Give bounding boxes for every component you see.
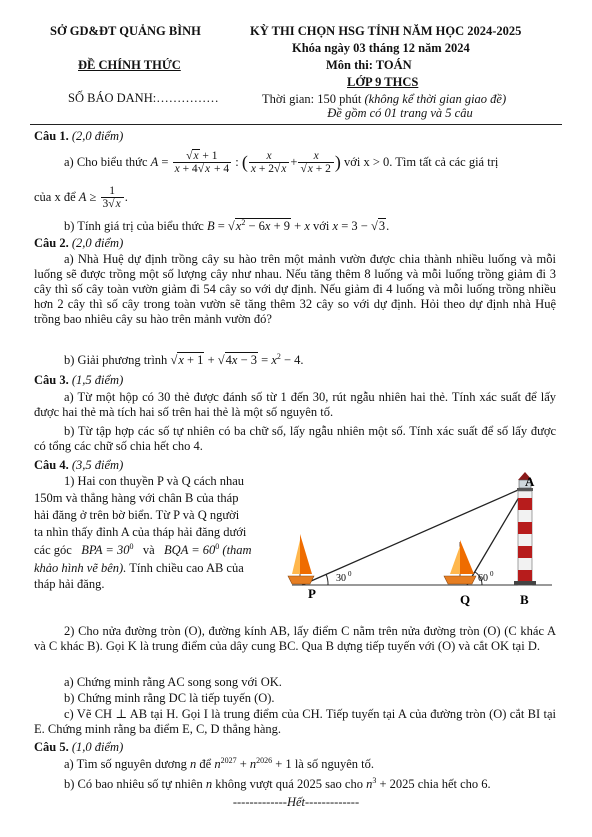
q2-heading bbox=[34, 236, 123, 251]
q1a-condition: với x > 0. Tìm tất cả các giá trị bbox=[343, 154, 499, 169]
q1-title: Câu 1. bbox=[34, 129, 69, 143]
q4p1-deg2: 0 bbox=[215, 541, 220, 551]
q5a-var-n: n bbox=[190, 757, 197, 771]
q4p2-c: c) Vẽ CH ⊥ AB tại H. Gọi I là trung điểm của CH. Tiếp tuyến tại A của đường tròn (O) cắt BI tại E. Chứng minh rằng ba điểm E, C, D thẳng hàng. bbox=[34, 707, 556, 736]
q4p2-b: b) Chứng minh rằng DC là tiếp tuyến (O). bbox=[64, 691, 275, 705]
q4p1-l6b: Tính chiều cao AB của bbox=[129, 561, 244, 575]
label-b: B bbox=[520, 592, 529, 607]
q2b-text: b) Giải phương trình bbox=[64, 353, 168, 367]
official-label: ĐỀ CHÍNH THỨC bbox=[78, 58, 181, 72]
label-p: P bbox=[308, 586, 316, 601]
boat-q-icon bbox=[444, 540, 476, 584]
q4p1-angle-bpa: BPA = 30 bbox=[81, 543, 130, 557]
exam-date: Khóa ngày 03 tháng 12 năm 2024 bbox=[292, 41, 470, 55]
q1b-line: b) Tính giá trị của biểu thức $B = √x^2 - 6x + 9 + x$ với x = 3 − √3. bbox=[64, 217, 390, 233]
q4-points: (3,5 điểm) bbox=[71, 458, 124, 472]
label-deg-30: 0 bbox=[348, 570, 352, 578]
q4p1-l5c: và bbox=[142, 543, 155, 557]
grade: LỚP 9 THCS bbox=[347, 75, 419, 89]
pages-note: Đề gồm có 01 trang và 5 câu bbox=[327, 106, 473, 120]
department-name: SỞ GD&ĐT QUẢNG BÌNH bbox=[50, 24, 201, 38]
q5b-end: chia hết cho 6. bbox=[417, 777, 491, 791]
q4p2-text: 2) Cho nửa đường tròn (O), đường kính AB, lấy điểm C nằm trên nửa đường tròn (O) (C khác A và C khác B). Gọi K là trung điểm của dây cung BC. Qua B dựng tiếp tuyến với (O) và cắt OK tại D. bbox=[34, 624, 556, 653]
lighthouse-figure bbox=[282, 470, 560, 610]
header-divider bbox=[30, 124, 562, 125]
q3-points: (1,5 điểm) bbox=[71, 373, 124, 387]
q5b-plus2025: + 2025 bbox=[379, 777, 415, 791]
q5b-mid: không vượt quá 2025 sao cho bbox=[215, 777, 363, 791]
q4p1-l5a: các góc bbox=[34, 543, 72, 557]
q3b-text: b) Từ tập hợp các số tự nhiên có ba chữ số, lấy ngẫu nhiên một số. Tính xác suất để số lấy được có tổng các chữ số chia hết cho 4. bbox=[34, 424, 556, 453]
q5a-mid: để bbox=[199, 757, 212, 771]
q4p1-line6 bbox=[34, 561, 244, 576]
q4p1-deg1: 0 bbox=[129, 541, 134, 551]
q1a-line2: của x để A ≥ $\frac{1}{3√x}$ . bbox=[34, 184, 128, 210]
boat-p-icon bbox=[288, 534, 314, 584]
q4p1-l5e: (tham bbox=[222, 543, 252, 557]
q1a-line: a) Cho biểu thức A = $\frac{√x + 1}{x + 4√x + 4}$ : ( $\frac{x}{x + 2√x}$ + $\frac{x}{√x + 2}$ ) với x > 0. Tìm tất cả các giá trị bbox=[64, 149, 499, 175]
q5b-prefix: b) Có bao nhiêu số tự nhiên bbox=[64, 777, 203, 791]
q5a-end: là số nguyên tố. bbox=[294, 757, 374, 771]
q1a-line2-prefix: của x để bbox=[34, 189, 76, 204]
line-qa bbox=[467, 487, 525, 585]
time-label: Thời gian: 150 phút bbox=[262, 92, 362, 106]
label-deg-60: 0 bbox=[490, 570, 494, 578]
q4-title: Câu 4. bbox=[34, 458, 69, 472]
q5a-line: a) Tìm số nguyên dương n để $n^{2027} + n^{2026} + 1$ là số nguyên tố. bbox=[64, 755, 374, 771]
q5a-plus1: + 1 bbox=[275, 757, 292, 771]
q4-heading bbox=[34, 458, 123, 473]
q4p1-line2: 150m và thẳng hàng với chân B của tháp bbox=[34, 491, 239, 505]
q1b-with: với bbox=[313, 219, 330, 233]
q5-heading bbox=[34, 740, 123, 755]
label-q: Q bbox=[460, 592, 471, 607]
q1a-prefix: a) Cho biểu thức bbox=[64, 154, 148, 169]
q5a-base1: n bbox=[214, 757, 221, 771]
q3a-text: a) Từ một hộp có 30 thẻ được đánh số từ 1 đến 30, rút ngẫu nhiên hai thẻ. Tính xác suất để lấy được hai thẻ mà tích hai số trên hai thẻ là một số nguyên tố. bbox=[34, 390, 556, 419]
subject: Môn thi: TOÁN bbox=[326, 58, 412, 72]
label-angle-30: 30 bbox=[336, 573, 346, 584]
q2-title: Câu 2. bbox=[34, 236, 69, 250]
q4p1-l6a: khảo hình vẽ bên). bbox=[34, 561, 127, 575]
q4p1-angle-bqa: BQA = 60 bbox=[164, 543, 216, 557]
q4p1-line3: hải đăng ở trên bờ biển. Từ P và Q người bbox=[34, 508, 240, 522]
end-marker: -------------Hết------------- bbox=[232, 795, 360, 809]
time-note: (không kể thời gian giao đề) bbox=[364, 92, 507, 106]
q5-title: Câu 5. bbox=[34, 740, 69, 754]
q5-points: (1,0 điểm) bbox=[71, 740, 124, 754]
q3-title: Câu 3. bbox=[34, 373, 69, 387]
q2b-line: b) Giải phương trình $√x + 1 + √4x - 3 = x^2 - 4$. bbox=[64, 351, 304, 367]
time-info bbox=[262, 92, 506, 107]
q2a-text: a) Nhà Huệ dự định trồng cây su hào trên một mảnh vườn được chia thành nhiều luống và mỗi luống sẽ được trồng một số lượng cây như nhau. Nếu tăng thêm 8 luống và mỗi luống trồng giảm đi 3 cây thì số cây toàn vườn giảm đi 54 cây so với dự định. Nếu giảm đi 4 luống và mỗi luống trồng nhiều hơn 2 cây thì số cây trong toàn vườn sẽ tăng thêm 32 cây so với dự định. Hỏi theo dự định nhà Huệ trồng bao nhiêu cây su hào trên mảnh vườn đó? bbox=[34, 252, 556, 326]
q2-points: (2,0 điểm) bbox=[71, 236, 124, 250]
q5a-base2: n bbox=[249, 757, 257, 771]
q5a-exp2: 2026 bbox=[256, 755, 273, 765]
label-angle-60: 60 bbox=[478, 573, 488, 584]
q5b-line bbox=[64, 777, 491, 792]
q5b-exp: 3 bbox=[372, 775, 377, 785]
q3-heading bbox=[34, 373, 123, 388]
label-a: A bbox=[525, 474, 535, 489]
q5a-prefix: a) Tìm số nguyên dương bbox=[64, 757, 187, 771]
q4p1-line4: ta nhìn thấy đỉnh A của tháp hải đăng dưới bbox=[34, 525, 247, 539]
q5a-exp1: 2027 bbox=[220, 755, 237, 765]
q4p1-line5 bbox=[34, 543, 252, 558]
q1-heading bbox=[34, 129, 123, 144]
exam-title: KỲ THI CHỌN HSG TỈNH NĂM HỌC 2024-2025 bbox=[250, 24, 522, 38]
angle-arc-30 bbox=[326, 574, 328, 585]
q4p2-a: a) Chứng minh rằng AC song song với OK. bbox=[64, 675, 282, 689]
q1-points: (2,0 điểm) bbox=[71, 129, 124, 143]
q5b-base: n bbox=[366, 777, 373, 791]
q5b-var-n: n bbox=[205, 777, 213, 791]
q4p1-line1: 1) Hai con thuyền P và Q cách nhau bbox=[64, 474, 245, 488]
q1b-text: b) Tính giá trị của biểu thức bbox=[64, 219, 204, 233]
candidate-number: SỐ BÁO DANH:…………… bbox=[68, 91, 219, 105]
q4p1-line7: tháp hải đăng. bbox=[34, 577, 105, 591]
